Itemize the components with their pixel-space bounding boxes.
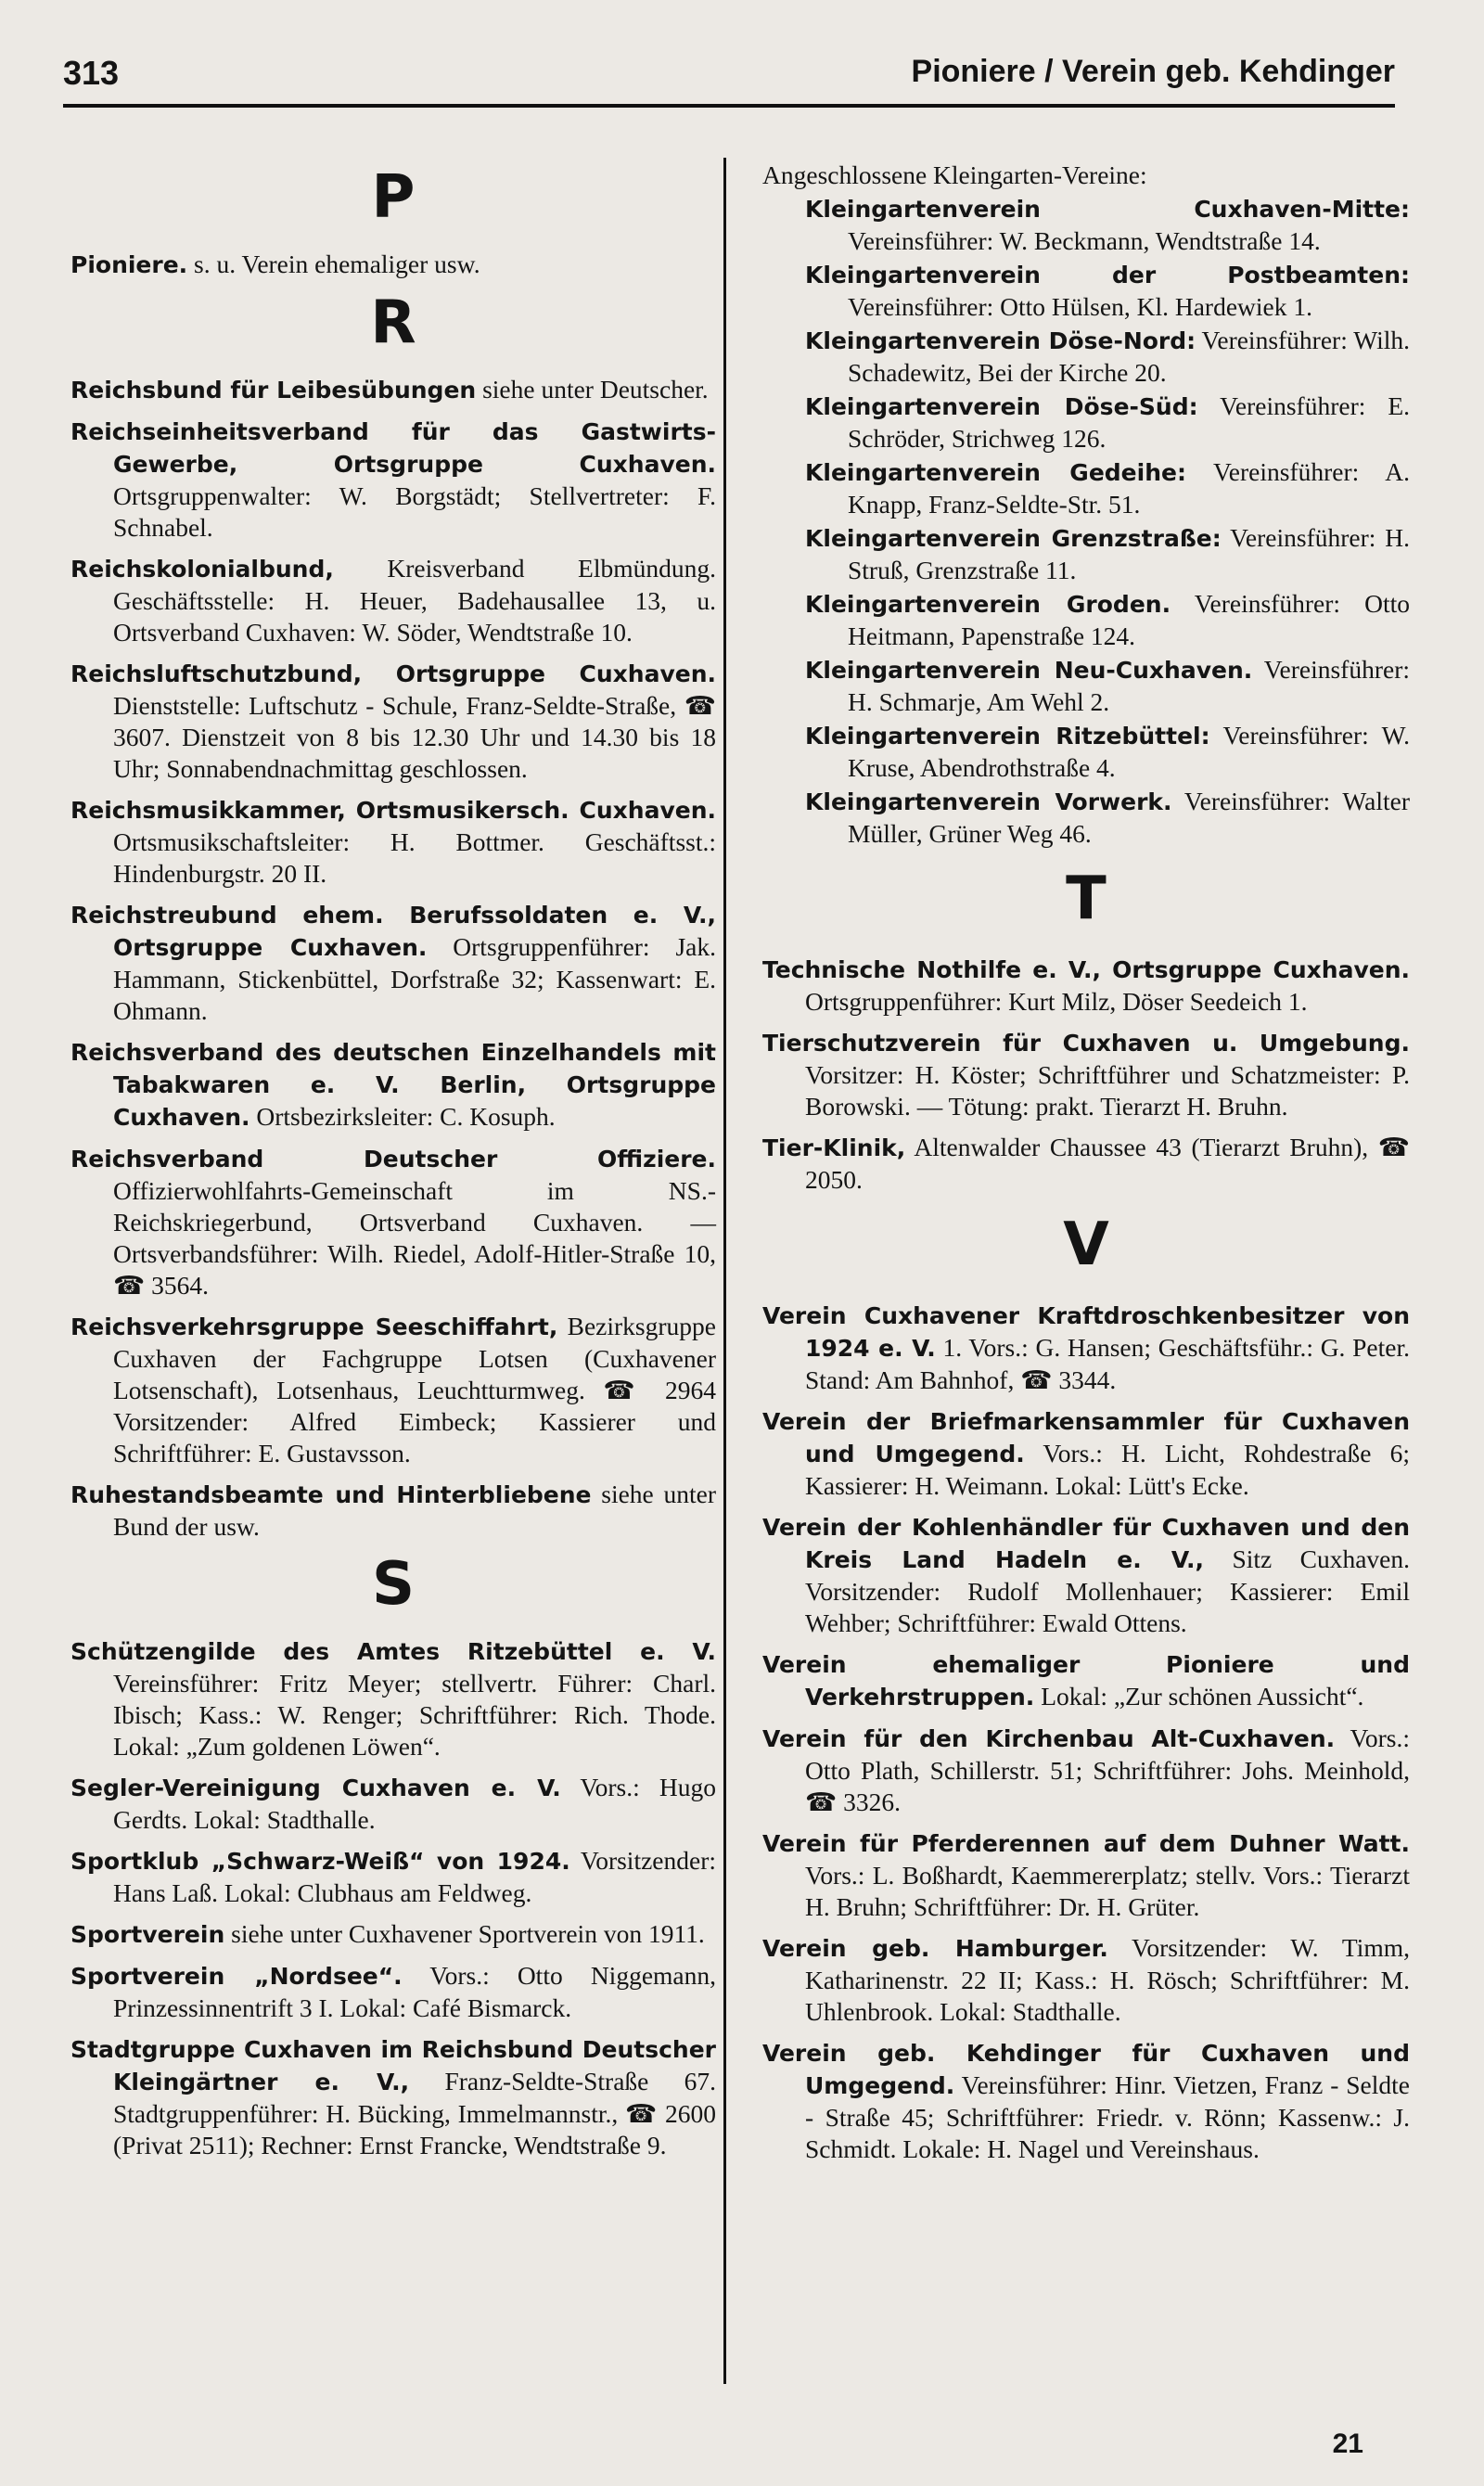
entry-text: siehe unter Cuxhavener Sportverein von 1911. (224, 1919, 705, 1948)
entry-name: Kleingartenverein Vorwerk. (805, 788, 1172, 815)
section-letter-r: R (370, 288, 416, 357)
directory-entry (762, 1027, 1410, 1122)
directory-entry (805, 654, 1410, 718)
directory-entry (70, 1311, 716, 1469)
entry-name: Sportverein „Nordsee“. (70, 1963, 403, 1990)
entry-text: Vorsitzender: W. Timm, Katharinenstr. 22 II; Kass.: H. Rösch; Schriftführer: M. Uhlenbrook. Lokal: Stadthalle. (805, 1933, 1410, 2026)
entry-name: Stadtgruppe Cuxhaven im Reichsbund Deutscher Kleingärtner e. V., (70, 2036, 716, 2095)
directory-entry (805, 259, 1410, 323)
directory-entry (70, 1918, 716, 1951)
entry-name: Technische Nothilfe e. V., Ortsgruppe Cuxhaven. (762, 956, 1410, 983)
entry-text: Kreisverband Elbmündung. Geschäftsstelle: H. Heuer, Badehausallee 13, u. Ortsverband Cuxhaven: W. Söder, Wendtstraße 10. (113, 554, 716, 647)
entry-name: Verein der Briefmarkensammler für Cuxhaven und Umgegend. (762, 1408, 1410, 1467)
entry-text: Vereinsführer: Wilh. Schadewitz, Bei der Kirche 20. (848, 326, 1410, 387)
directory-entry (805, 522, 1410, 586)
entry-text: Vors.: H. Licht, Rohdestraße 6; Kassierer: H. Weimann. Lokal: Lütt's Ecke. (805, 1439, 1411, 1500)
entry-text: Vors.: L. Boßhardt, Kaemmererplatz; stellv. Vors.: Tierarzt H. Bruhn; Schriftführer: Dr. H. Grüter. (805, 1861, 1410, 1921)
entry-text: Ortsgruppenführer: Kurt Milz, Döser Seedeich 1. (805, 987, 1308, 1016)
entry-name: Tierschutzverein für Cuxhaven u. Umgebung. (762, 1030, 1410, 1057)
entry-text: Vereinsführer: Hinr. Vietzen, Franz - Seldte - Straße 45; Schriftführer: Friedr. v. Rönn; Kassenw.: J. Schmidt. Lokale: H. Nagel und Vereinshaus. (805, 2070, 1410, 2163)
section-letter-s: S (371, 1550, 416, 1619)
entry-name: Verein geb. Hamburger. (762, 1935, 1108, 1962)
directory-entry (70, 1772, 716, 1836)
entry-name: Kleingartenverein Döse-Süd: (805, 393, 1198, 420)
page-number: 313 (63, 54, 120, 92)
section-letter-v: V (1063, 1211, 1109, 1279)
header-rule (63, 104, 1395, 108)
entry-text: Vorsitzer: H. Köster; Schriftführer und Schatzmeister: P. Borowski. — Tötung: prakt. Tierarzt H. Bruhn. (805, 1060, 1410, 1121)
entry-name: Reichsverband Deutscher Offiziere. (70, 1146, 716, 1173)
entry-text: Vereinsführer: Otto Heitmann, Papenstraße 124. (848, 589, 1411, 650)
entry-name: Reichsluftschutzbund, Ortsgruppe Cuxhaven. (70, 660, 716, 687)
entry-name: Kleingartenverein Neu-Cuxhaven. (805, 657, 1253, 684)
entry-text: Vors.: Hugo Gerdts. Lokal: Stadthalle. (113, 1773, 716, 1834)
entry-name: Verein geb. Kehdinger für Cuxhaven und Umgegend. (762, 2040, 1410, 2099)
entry-text: Ortsgruppenführer: Jak. Hammann, Stickenbüttel, Dorfstraße 32; Kassenwart: E. Ohmann. (113, 932, 716, 1025)
directory-entry (762, 1827, 1410, 1923)
directory-entry (70, 1635, 716, 1762)
entry-name: Kleingartenverein der Postbeamten: (805, 262, 1410, 288)
entry-name: Kleingartenverein Ritzebüttel: (805, 723, 1210, 750)
directory-entry (70, 1845, 716, 1909)
entry-name: Tier-Klinik, (762, 1134, 906, 1161)
entry-text: Vereinsführer: W. Beckmann, Wendtstraße 14. (848, 226, 1321, 255)
entry-name: Sportverein (70, 1921, 225, 1948)
entry-text: Vereinsführer: Fritz Meyer; stellvertr. Führer: Charl. Ibisch; Kass.: W. Renger; Schriftführer: Rich. Thode. Lokal: „Zum goldenen Löwen“. (113, 1669, 716, 1761)
directory-entry (805, 325, 1410, 389)
kleingarten-list (762, 193, 1410, 850)
entry-text: Sitz Cuxhaven. Vorsitzender: Rudolf Mollenhauer; Kassierer: Emil Wehber; Schriftführer: Ewald Ottens. (805, 1544, 1410, 1637)
directory-entry (762, 1723, 1410, 1818)
entry-name: Reichsverband des deutschen Einzelhandels mit Tabakwaren e. V. Berlin, Ortsgruppe Cuxhaven. (70, 1039, 716, 1131)
entry-text: Vereinsführer: H. Schmarje, Am Wehl 2. (848, 655, 1410, 716)
directory-entry (805, 588, 1410, 652)
directory-entry (762, 1932, 1410, 2028)
entry-name: Verein für den Kirchenbau Alt-Cuxhaven. (762, 1725, 1336, 1752)
directory-entry (762, 1405, 1410, 1502)
entry-text: Ortsbezirksleiter: C. Kosuph. (249, 1102, 556, 1131)
entry-text: Vereinsführer: Walter Müller, Grüner Weg 46. (848, 787, 1410, 848)
directory-entry (762, 954, 1410, 1018)
entry-text: Ortsgruppenwalter: W. Borgstädt; Stellvertreter: F. Schnabel. (113, 481, 716, 542)
directory-entry (762, 1300, 1410, 1396)
entry-name: Kleingartenverein Groden. (805, 591, 1171, 618)
directory-entry (70, 899, 716, 1027)
running-header: Pioniere / Verein geb. Kehdinger (911, 54, 1395, 89)
directory-entry (70, 1479, 716, 1543)
entry-text: Bezirksgruppe Cuxhaven der Fachgruppe Lotsen (Cuxhavener Lotsenschaft), Lotsenhaus, Leuchtturmweg. ☎ 2964 Vorsitzender: Alfred Eimbeck; Kassierer und Schriftführer: E. Gustavsson. (113, 1312, 716, 1467)
entry-text: Vereinsführer: Otto Hülsen, Kl. Hardewiek 1. (848, 292, 1312, 321)
directory-entry (762, 1511, 1410, 1639)
directory-entry (805, 391, 1410, 455)
entry-text: Vors.: Otto Niggemann, Prinzessinnentrift 3 I. Lokal: Café Bismarck. (113, 1961, 716, 2022)
entry-text: Altenwalder Chaussee 43 (Tierarzt Bruhn), ☎ 2050. (805, 1133, 1410, 1194)
entry-text: Vereinsführer: W. Kruse, Abendrothstraße 4. (848, 721, 1410, 782)
directory-entry (762, 1132, 1410, 1196)
directory-entry (70, 553, 716, 648)
section-letter-p: P (371, 163, 416, 232)
entry-name: Reichsbund für Leibesübungen (70, 377, 477, 404)
entry-text: Vors.: Otto Plath, Schillerstr. 51; Schriftführer: Johs. Meinhold, ☎ 3326. (805, 1724, 1410, 1816)
entry-text: siehe unter Deutscher. (476, 375, 709, 404)
entry-name: Verein für Pferderennen auf dem Duhner Watt. (762, 1830, 1410, 1857)
directory-entry (70, 249, 716, 281)
directory-entry (805, 720, 1410, 784)
entry-name: Sportklub „Schwarz-Weiß“ von 1924. (70, 1848, 570, 1875)
directory-entry (805, 456, 1410, 520)
entry-name: Ruhestandsbeamte und Hinterbliebene (70, 1481, 592, 1508)
entry-name: Verein der Kohlenhändler für Cuxhaven und den Kreis Land Hadeln e. V., (762, 1514, 1410, 1573)
entry-name: Verein Cuxhavener Kraftdroschkenbesitzer von 1924 e. V. (762, 1302, 1410, 1362)
entry-text: Offizierwohlfahrts-Gemeinschaft im NS.-Reichskriegerbund, Ortsverband Cuxhaven. — Ortsverbandsführer: Wilh. Riedel, Adolf-Hitler-Straße 10, ☎ 3564. (113, 1176, 716, 1300)
directory-entry (70, 416, 716, 544)
entry-text: Vereinsführer: H. Struß, Grenzstraße 11. (848, 523, 1410, 584)
entry-name: Segler-Vereinigung Cuxhaven e. V. (70, 1775, 561, 1801)
directory-entry (70, 1960, 716, 2024)
entry-name: Reichstreubund ehem. Berufssoldaten e. V., Ortsgruppe Cuxhaven. (70, 902, 716, 961)
entry-text: s. u. Verein ehemaliger usw. (187, 250, 480, 278)
entry-text: Franz-Seldte-Straße 67. Stadtgruppenführer: H. Bücking, Immelmannstr., ☎ 2600 (Privat 2511); Rechner: Ernst Francke, Wendtstraße 9. (113, 2067, 717, 2159)
directory-entry (70, 2033, 716, 2161)
directory-entry (70, 1036, 716, 1134)
entry-name: Kleingartenverein Döse-Nord: (805, 327, 1196, 354)
column-divider (723, 158, 726, 2384)
right-column (762, 160, 1410, 2174)
subsection-intro: Angeschlossene Kleingarten-Vereine: (762, 160, 1147, 189)
entry-text: Vorsitzender: Hans Laß. Lokal: Clubhaus am Feldweg. (113, 1846, 717, 1907)
entry-text: 1. Vors.: G. Hansen; Geschäftsführ.: G. Peter. Stand: Am Bahnhof, ☎ 3344. (805, 1333, 1410, 1394)
directory-entry (762, 2037, 1410, 2165)
entry-text: Dienststelle: Luftschutz - Schule, Franz-Seldte-Straße, ☎ 3607. Dienstzeit von 8 bis 12.30 Uhr und 14.30 bis 18 Uhr; Sonnabendnachmittag geschlossen. (113, 691, 716, 783)
entry-text: Ortsmusikschaftsleiter: H. Bottmer. Geschäftsst.: Hindenburgstr. 20 II. (113, 827, 716, 888)
entry-text: siehe unter Bund der usw. (113, 1480, 716, 1541)
directory-entry (762, 1648, 1410, 1713)
entry-name: Pioniere. (70, 251, 188, 278)
left-column (70, 160, 716, 2171)
entry-name: Kleingartenverein Grenzstraße: (805, 525, 1222, 552)
entry-name: Reichsverkehrsgruppe Seeschiffahrt, (70, 1313, 558, 1340)
entry-name: Kleingartenverein Cuxhaven-Mitte: (805, 196, 1410, 223)
entry-text: Lokal: „Zur schönen Aussicht“. (1034, 1682, 1364, 1711)
directory-entry (805, 193, 1410, 257)
folio-number: 21 (1332, 2428, 1363, 2459)
entry-name: Reichseinheitsverband für das Gastwirts-Gewerbe, Ortsgruppe Cuxhaven. (70, 418, 716, 478)
section-letter-t: T (1066, 865, 1107, 933)
entry-text: Vereinsführer: E. Schröder, Strichweg 126. (848, 391, 1411, 453)
directory-entry (70, 658, 716, 785)
entry-name: Verein ehemaliger Pioniere und Verkehrstruppen. (762, 1651, 1410, 1711)
directory-entry (70, 374, 716, 406)
directory-entry (805, 786, 1410, 850)
entry-name: Kleingartenverein Gedeihe: (805, 459, 1186, 486)
directory-entry (70, 1143, 716, 1301)
directory-entry (70, 794, 716, 890)
entry-name: Reichskolonialbund, (70, 556, 334, 583)
entry-name: Reichsmusikkammer, Ortsmusikersch. Cuxhaven. (70, 797, 716, 824)
entry-name: Schützengilde des Amtes Ritzebüttel e. V. (70, 1638, 716, 1665)
entry-text: Vereinsführer: A. Knapp, Franz-Seldte-Str. 51. (848, 457, 1411, 519)
